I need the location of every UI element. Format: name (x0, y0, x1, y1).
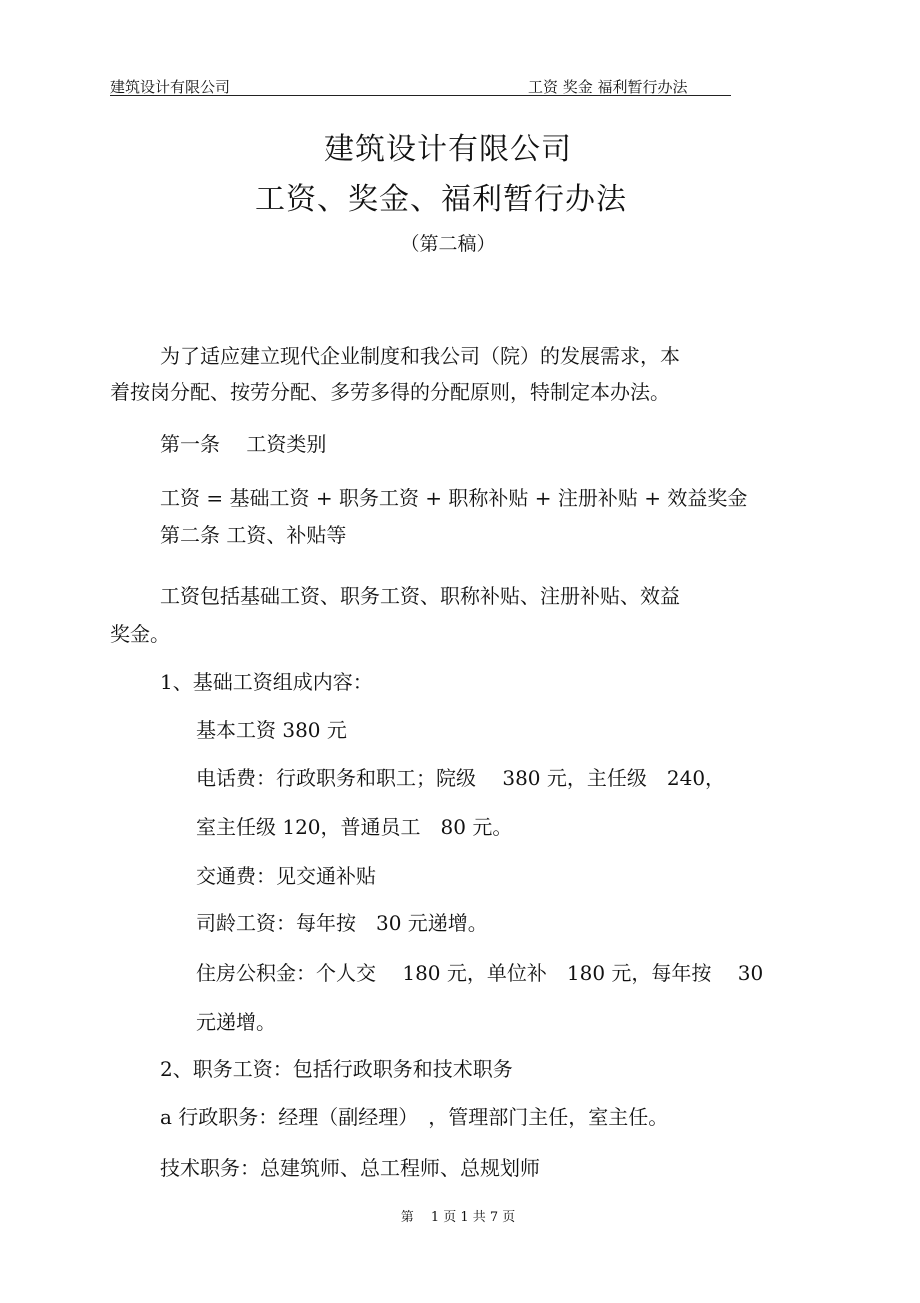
header-company: 建筑设计有限公司 (110, 78, 231, 96)
title-document: 工资、奖金、福利暂行办法 (255, 182, 627, 217)
admin-positions: a 行政职务：经理（副经理） ，管理部门主任，室主任。 (160, 1105, 669, 1129)
seniority-wage: 司龄工资：每年按 30 元递增。 (196, 911, 488, 935)
wage-formula: 工资 = 基础工资 + 职务工资 + 职称补贴 + 注册补贴 + 效益奖金 (160, 486, 748, 510)
wage-components-line-1: 工资包括基础工资、职务工资、职称补贴、注册补贴、效益 (160, 584, 680, 608)
title-company: 建筑设计有限公司 (324, 132, 572, 167)
header-rule (110, 95, 731, 96)
page-number: 第 1 页 1 共 7 页 (400, 1210, 516, 1225)
transport-allowance: 交通费：见交通补贴 (196, 864, 376, 888)
basic-wage: 基本工资 380 元 (196, 718, 347, 742)
title-draft-label: （第二稿） (400, 233, 496, 255)
intro-line-2: 着按岗分配、按劳分配、多劳多得的分配原则，特制定本办法。 (110, 380, 670, 404)
wage-components-line-2: 奖金。 (110, 622, 170, 646)
phone-allowance-line-1: 电话费：行政职务和职工；院级 380 元，主任级 240， (196, 766, 726, 790)
intro-line-1: 为了适应建立现代企业制度和我公司（院）的发展需求，本 (160, 344, 680, 368)
housing-fund-line-2: 元递增。 (196, 1010, 276, 1034)
item-1-heading: 1、基础工资组成内容： (160, 670, 373, 694)
article-2-heading: 第二条 工资、补贴等 (160, 523, 347, 547)
item-2-heading: 2、职务工资：包括行政职务和技术职务 (160, 1057, 513, 1081)
article-1-heading: 第一条 工资类别 (160, 432, 327, 456)
housing-fund-line-1: 住房公积金：个人交 180 元，单位补 180 元，每年按 30 (196, 961, 764, 985)
phone-allowance-line-2: 室主任级 120，普通员工 80 元。 (196, 815, 513, 839)
technical-positions: 技术职务：总建筑师、总工程师、总规划师 (160, 1156, 540, 1180)
header-doc-title: 工资 奖金 福利暂行办法 (528, 78, 688, 96)
